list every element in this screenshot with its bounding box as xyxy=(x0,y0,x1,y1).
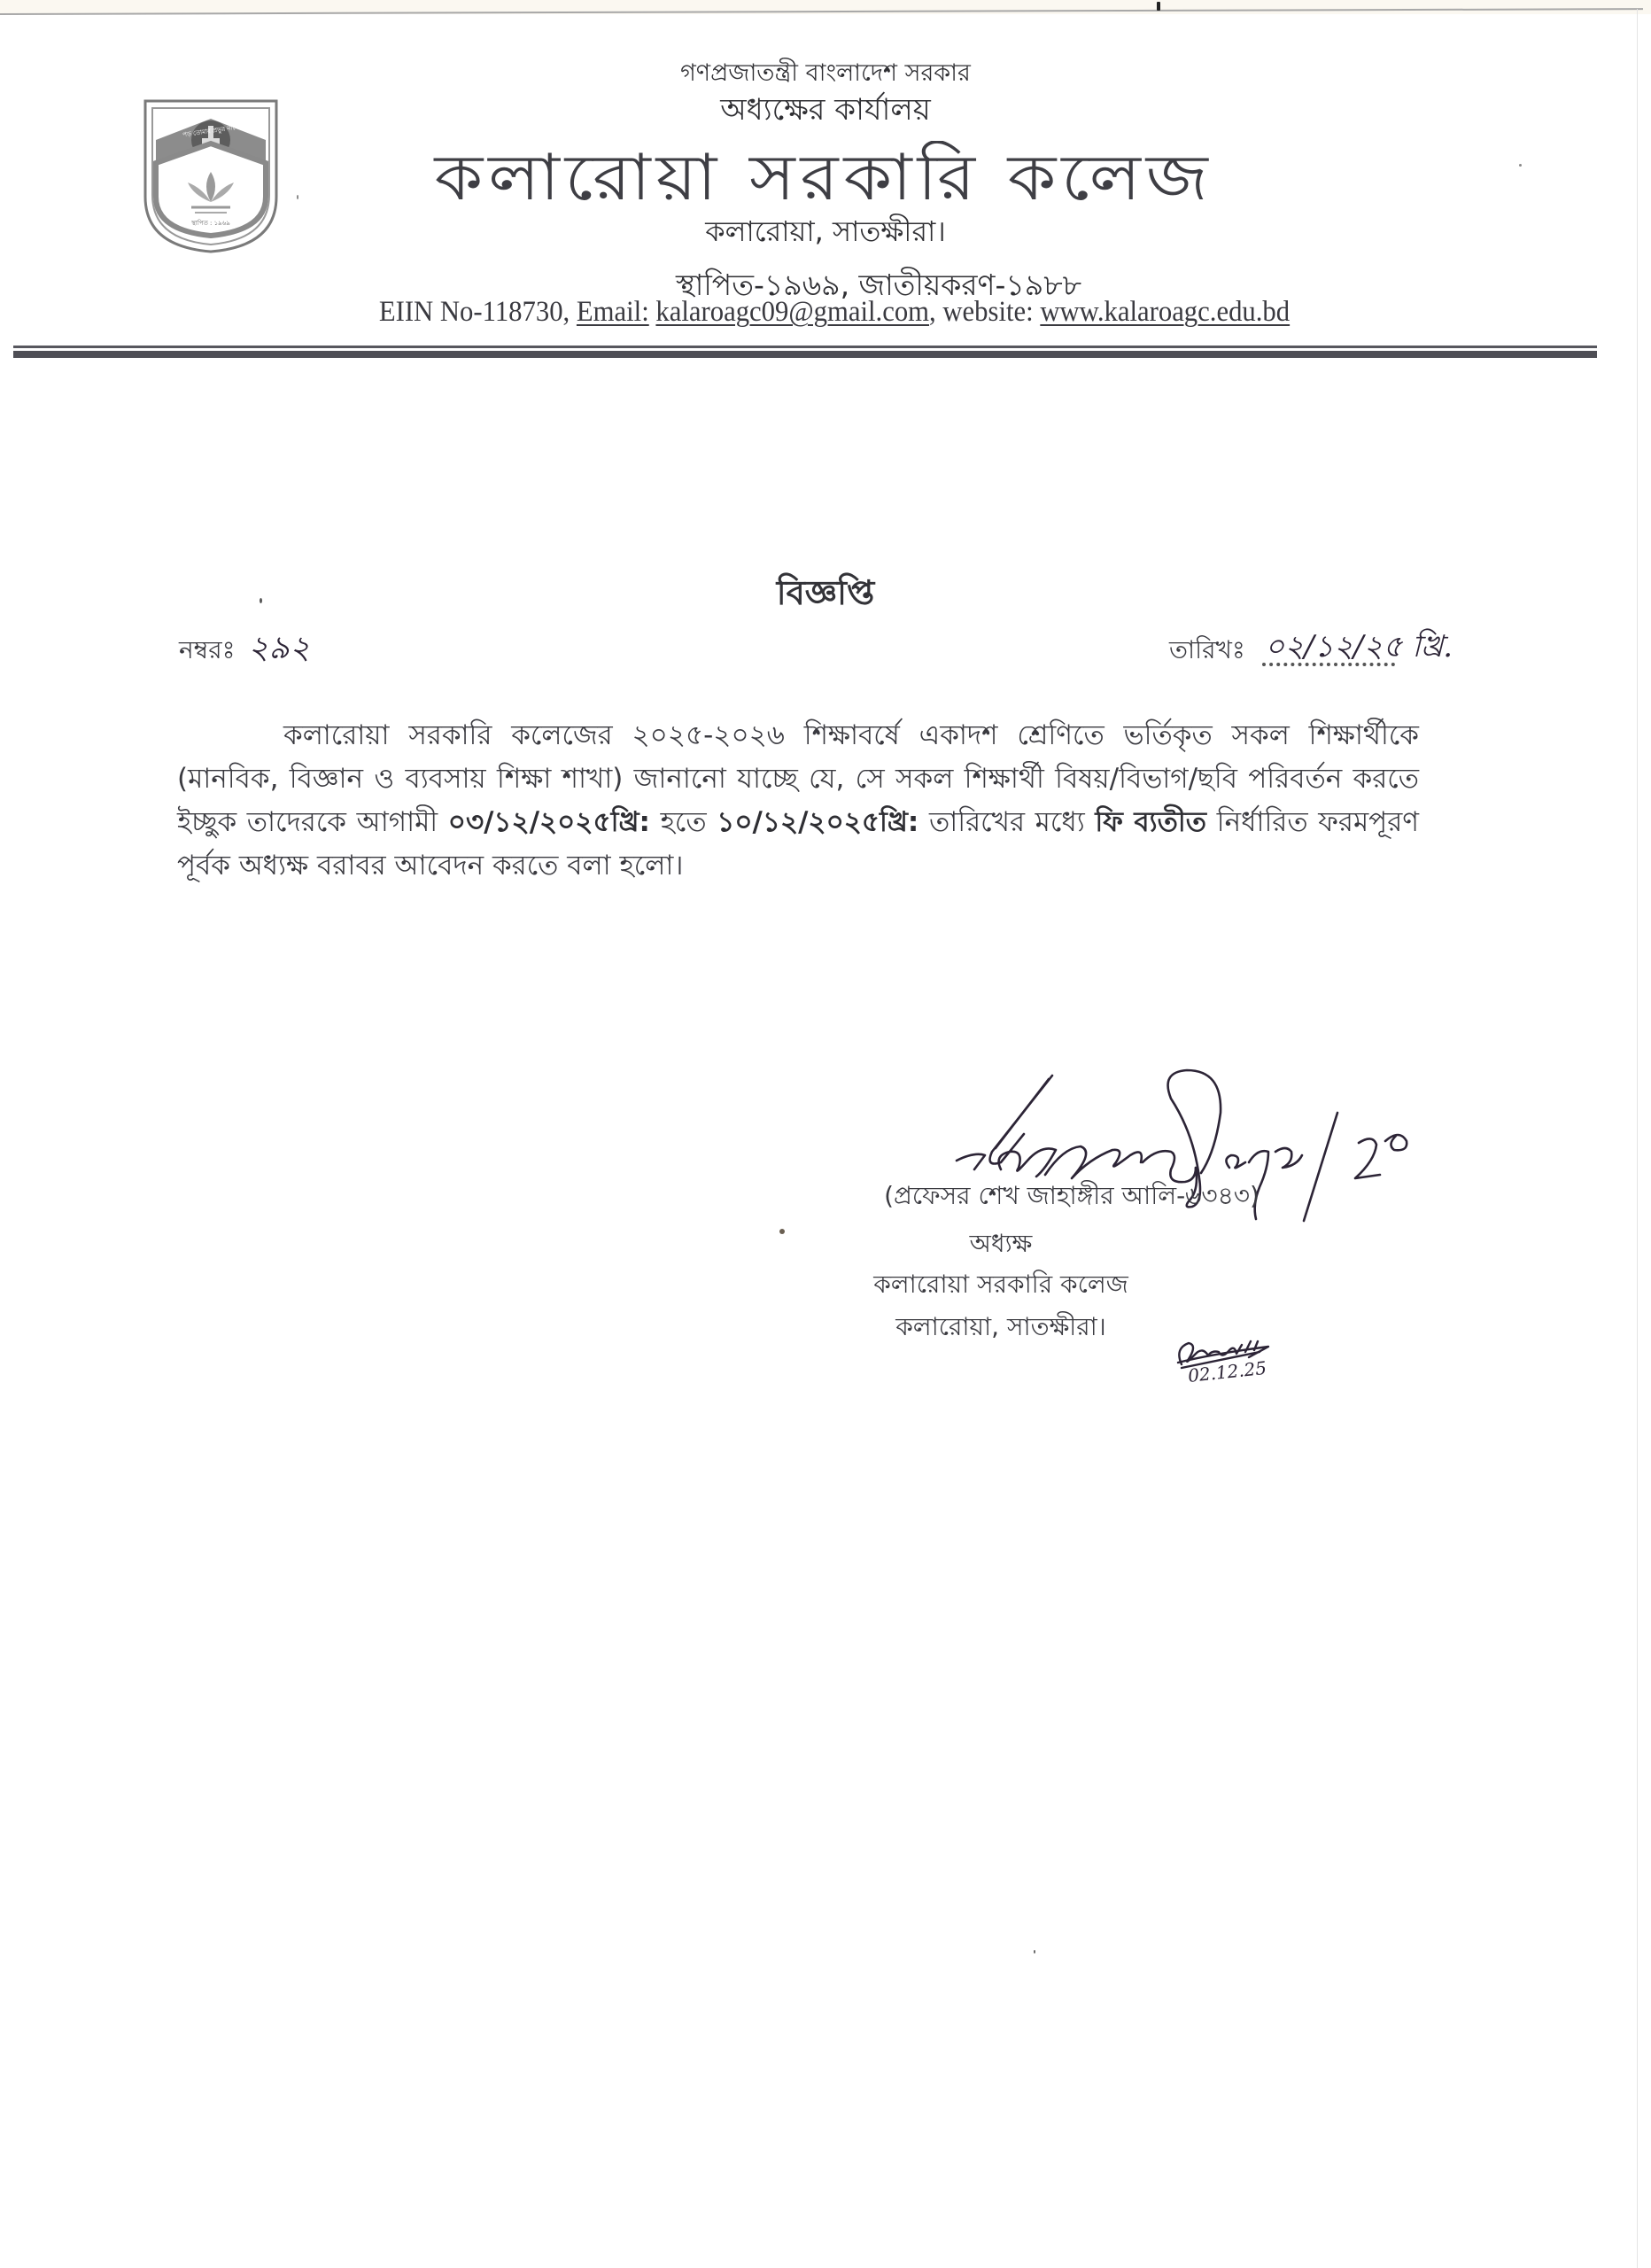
office-line: অধ্যক্ষের কার্যালয় xyxy=(720,92,931,128)
date-label: তারিখঃ xyxy=(1169,635,1245,664)
scan-speck xyxy=(1157,2,1160,11)
scan-speck xyxy=(1034,1950,1035,1953)
signatory-name: (প্রফেসর শেখ জাহাঙ্গীর আলি-৬৩৪৩) xyxy=(884,1181,1260,1210)
header-divider-thin xyxy=(13,346,1597,348)
header-divider-thick xyxy=(13,351,1597,358)
reference-number: ২৯২ xyxy=(248,630,311,666)
body-text-part: কলারোয়া সরকারি কলেজের ২০২৫-২০২৬ শিক্ষাবর্ষে একাদশ শ্রেণিতে ভর্তিকৃত সকল শিক্ষার্থীকে (মানবিক, বিজ্ঞান ও ব্যবসায় শিক্ষা শাখা) জানানো যাচ্ছে যে, সে সকল শিক্ষার্থী বিষয়/বিভাগ/ছবি পরিবর্তন করতে ইচ্ছুক তাদেরকে আগামী xyxy=(177,719,1419,838)
signatory-designation: অধ্যক্ষ xyxy=(969,1229,1033,1258)
notice-title: বিজ্ঞপ্তি xyxy=(776,573,875,612)
fee-waiver-note: ফি ব্যতীত xyxy=(1095,806,1207,838)
body-text-part: তারিখের মধ্যে xyxy=(928,806,1085,838)
signatory-place: কলারোয়া, সাতক্ষীরা। xyxy=(895,1312,1106,1341)
scan-speck xyxy=(1519,164,1522,167)
paper-edge-right xyxy=(1637,9,1638,2268)
date-to: ১০/১২/২০২৫খ্রি: xyxy=(717,806,919,838)
body-text-part: হতে xyxy=(660,806,707,838)
college-location: কলারোয়া, সাতক্ষীরা। xyxy=(705,214,946,248)
website-label: website: xyxy=(942,296,1034,328)
signatory-organization: কলারোয়া সরকারি কলেজ xyxy=(873,1270,1128,1299)
scan-speck xyxy=(297,195,298,199)
email-link[interactable]: kalaroagc09@gmail.com xyxy=(655,296,930,328)
email-label: Email: xyxy=(576,296,649,328)
establishment-line: স্থাপিত-১৯৬৯, জাতীয়করণ-১৯৮৮ xyxy=(675,268,1082,302)
reference-label: নম্বরঃ xyxy=(179,635,236,664)
government-line: গণপ্রজাতন্ত্রী বাংলাদেশ সরকার xyxy=(680,59,971,87)
date-value: ০২/১২/২৫ খ্রি. xyxy=(1265,629,1453,664)
eiin-number: EIIN No-118730, xyxy=(378,296,570,328)
website-link[interactable]: www.kalaroagc.edu.bd xyxy=(1040,296,1291,328)
svg-text:02.12.25: 02.12.25 xyxy=(1187,1356,1268,1386)
date-from: ০৩/১২/২০২৫খ্রি: xyxy=(447,806,650,838)
notice-body xyxy=(177,714,1419,888)
body-text-part: নির্ধারিত ফরমপূরণ পূর্বক অধ্যক্ষ বরাবর আবেদন করতে বলা হলো। xyxy=(177,806,1420,882)
svg-text:স্থাপিত : ১৯৬৯: স্থাপিত : ১৯৬৯ xyxy=(191,220,230,227)
initials-signature xyxy=(1169,1329,1311,1386)
svg-text:পড় তোমার প্রভুর নামে: পড় তোমার প্রভুর নামে xyxy=(182,123,239,139)
contact-line: EIIN No-118730, Email: kalaroagc09@gmail.com, website: www.kalaroagc.edu.bd xyxy=(378,296,1291,328)
college-name: কলারোয়া সরকারি কলেজ xyxy=(434,141,1213,215)
